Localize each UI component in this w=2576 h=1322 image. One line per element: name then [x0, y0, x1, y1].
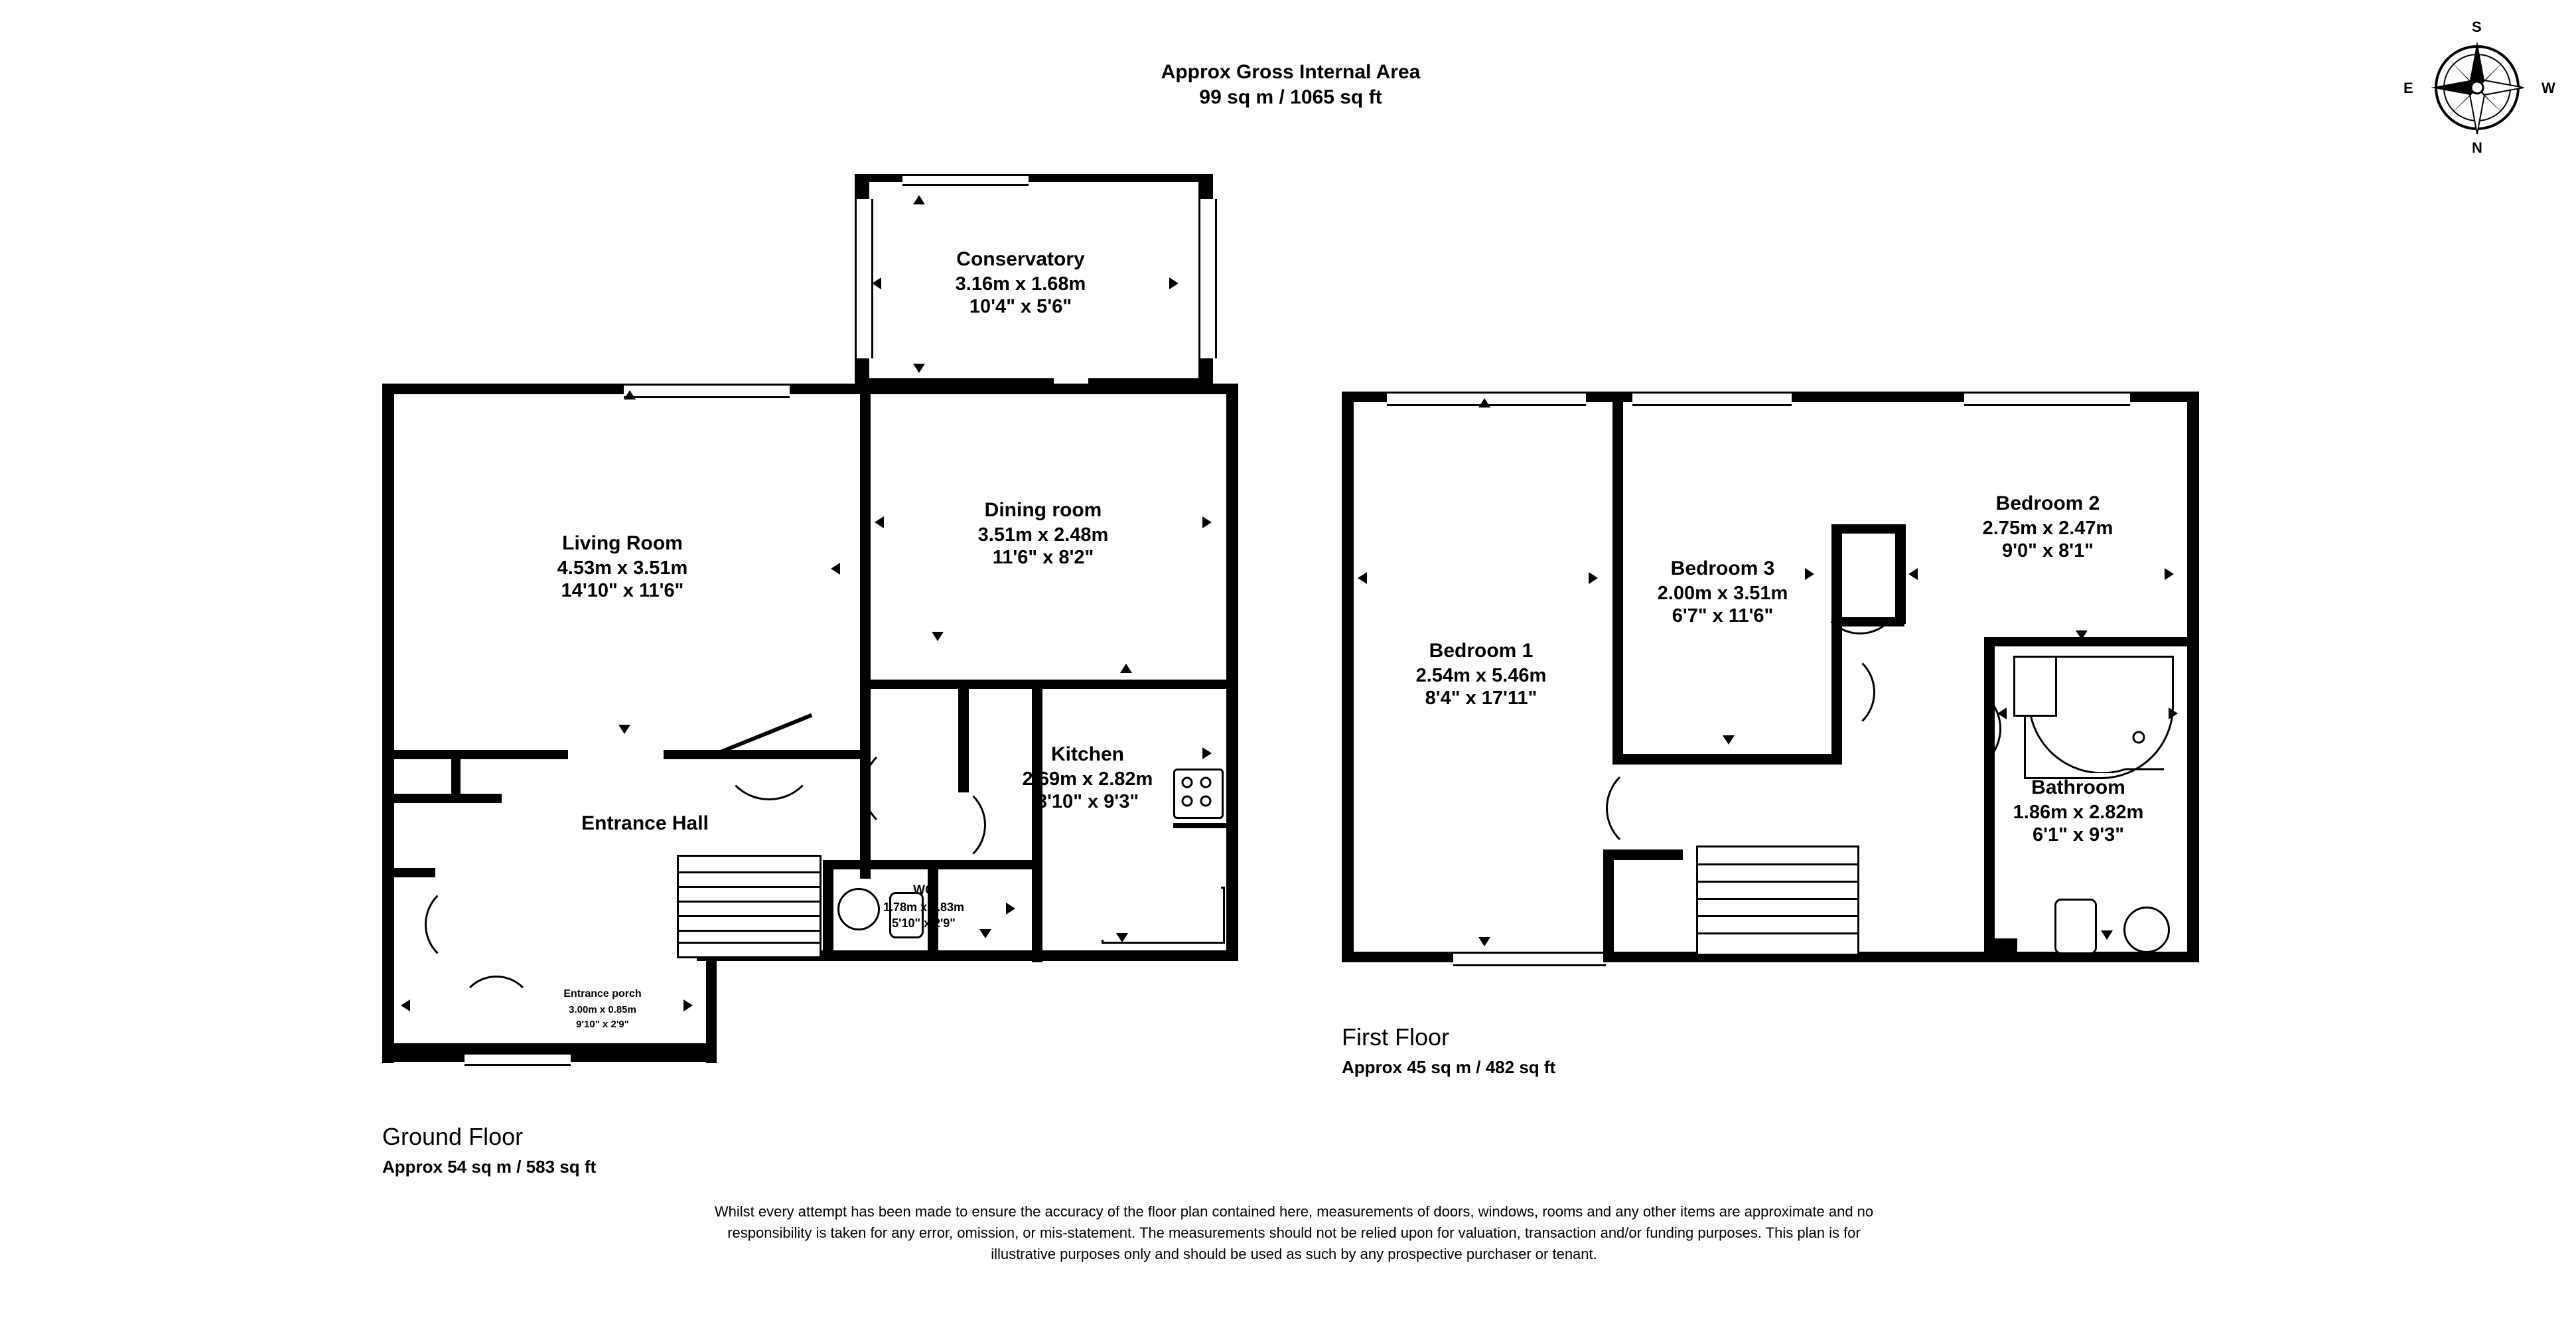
room-label-living-name: Living Room [562, 532, 683, 554]
living-hall-wall [382, 750, 568, 759]
conservatory-extent-right [1169, 277, 1179, 289]
ground-wall-bottom-right [1088, 950, 1238, 961]
dining-south-wall [860, 680, 973, 689]
bed1-window-bottom [1453, 952, 1606, 966]
door-arc-bed1 [1606, 763, 1696, 853]
door-arc-bed2 [1818, 551, 1902, 634]
first-floor-subtitle: Approx 45 sq m / 482 sq ft [1342, 1057, 1556, 1077]
bed2-window-top [1964, 392, 2130, 406]
landing-stair-wall [1603, 849, 1614, 962]
room-label-bathroom-metric: 1.86m x 2.82m [2013, 802, 2144, 823]
first-stairs [1696, 845, 1859, 956]
bathroom-extent-down [2101, 930, 2113, 940]
room-label-kitchen-name: Kitchen [1050, 743, 1125, 765]
living-extent-down [618, 725, 630, 734]
bed3-window-top [1632, 392, 1792, 406]
kitchen-wall-top [1032, 680, 1238, 689]
bathroom-sink-icon [2123, 907, 2170, 953]
porch-corner-bl [382, 1043, 394, 1062]
hall-stub-vert [451, 750, 461, 803]
room-label-bathroom-imperial: 6'1" x 9'3" [2032, 824, 2125, 845]
wc-bottom [823, 950, 942, 961]
door-arc-wc [902, 783, 986, 867]
room-label-bed3-imperial: 6'7" x 11'6" [1672, 605, 1774, 626]
bed3-extent-right [1805, 568, 1814, 580]
disclaimer-text: Whilst every attempt has been made to ensure the accuracy of the floor plan contained here, measurements of doors, windows, rooms and any other items are approximate and no responsibility is taken for any error, omission, or mis-statement. The measurements should not be relied upon for valuation, transaction and/or funding purposes. This plan is for illustrative purposes only and should be used as such by any prospective purchaser or tenant. [714, 1203, 1874, 1262]
room-label-living-metric: 4.53m x 3.51m [557, 557, 688, 579]
kitchen-extent-down [1116, 933, 1128, 942]
ground-stairs [677, 855, 822, 958]
wc-extent-down [979, 929, 991, 938]
room-label-bathroom-name: Bathroom [2031, 776, 2125, 798]
room-label-porch-imperial: 9'10" x 2'9" [576, 1019, 629, 1030]
room-label-dining-metric: 3.51m x 2.48m [977, 524, 1109, 546]
bed1-extent-down [1478, 937, 1490, 946]
kitchen-extent-right [1202, 747, 1212, 759]
room-label-wc-metric: 1.78m x 0.83m [883, 901, 965, 914]
room-label-bed1-metric: 2.54m x 5.46m [1415, 665, 1547, 686]
room-label-dining-imperial: 11'6" x 8'2" [992, 547, 1094, 568]
room-label-dining-name: Dining room [984, 499, 1102, 521]
ground-wall-top [382, 384, 1238, 394]
room-label-bed2-metric: 2.75m x 2.47m [1982, 518, 2113, 539]
porch-right-side [706, 956, 717, 1062]
living-dining-divider [860, 384, 871, 715]
room-label-wc-imperial: 5'10" x 2'9" [892, 917, 956, 930]
wc-basin-icon [837, 888, 880, 930]
bed3-north-stub [1831, 524, 1904, 534]
room-label-living-imperial: 14'10" x 11'6" [561, 580, 684, 601]
room-label-conservatory-name: Conservatory [956, 248, 1085, 270]
door-arc-entrance [425, 883, 508, 966]
conservatory-extent-down [913, 364, 925, 373]
room-label-bed2-imperial: 9'0" x 8'1" [2001, 540, 2094, 561]
door-arc-bathroom [1911, 684, 2001, 774]
compass-label-n: N [2472, 139, 2482, 156]
room-label-kitchen-metric: 2.69m x 2.82m [1022, 769, 1153, 790]
first-wall-left [1342, 392, 1354, 962]
bed1-divider [1612, 392, 1623, 763]
first-floor-title: First Floor [1342, 1023, 1449, 1051]
room-label-conservatory-imperial: 10'4" x 5'6" [969, 296, 1072, 317]
gross-area-title: Approx Gross Internal Area [1161, 61, 1421, 83]
porch-extent-left [401, 999, 410, 1011]
room-label-porch-metric: 3.00m x 0.85m [569, 1004, 636, 1015]
bathroom-toilet-icon [2054, 899, 2097, 954]
kitchen-counter-right [1173, 823, 1226, 828]
compass-label-e: E [2403, 80, 2413, 96]
kitchen-hob-icon [1173, 769, 1224, 819]
living-room-window-top [624, 384, 790, 398]
ground-floor-subtitle: Approx 54 sq m / 583 sq ft [382, 1157, 597, 1177]
room-label-bed3-name: Bedroom 3 [1670, 557, 1775, 579]
bathroom-west-wall [1984, 637, 1995, 956]
compass-label-w: W [2541, 80, 2555, 96]
dining-extent-down [932, 632, 944, 641]
ground-wall-right [1226, 384, 1238, 961]
porch-extent-right [683, 999, 693, 1011]
bathroom-basin-icon [2013, 656, 2057, 717]
bathroom-north-wall [1984, 637, 2199, 646]
living-extent-left [831, 563, 840, 575]
porch-window-bottom [465, 1053, 571, 1066]
room-label-hall-name: Entrance Hall [581, 812, 709, 834]
room-label-bed1-imperial: 8'4" x 17'11" [1425, 688, 1538, 709]
conservatory-window-top [902, 174, 1029, 186]
room-label-bed3-metric: 2.00m x 3.51m [1657, 583, 1788, 604]
dining-extent-up [1120, 664, 1132, 673]
bed1-extent-up [1478, 398, 1490, 407]
dining-extent-right [1202, 516, 1212, 528]
hall-stub-wall [382, 794, 502, 803]
bed1-extent-left [1358, 572, 1367, 584]
room-label-kitchen-imperial: 8'10" x 9'3" [1036, 791, 1139, 812]
wc-wall-top [958, 680, 1041, 689]
bed2-extent-left [1908, 568, 1918, 580]
compass-rose [2402, 13, 2555, 159]
bathroom-extent-right [2169, 707, 2178, 719]
conservatory-extent-left [872, 277, 881, 289]
conservatory-extent-up [913, 195, 925, 204]
gross-area-value: 99 sq m / 1065 sq ft [1199, 86, 1382, 108]
ground-floor-title: Ground Floor [382, 1123, 524, 1150]
wc-extent-right [1006, 903, 1015, 915]
kitchen-worktop [1102, 887, 1221, 940]
room-label-bed1-name: Bedroom 1 [1429, 640, 1534, 662]
dining-extent-left [875, 516, 884, 528]
room-label-wc-name: WC [913, 883, 934, 897]
hall-lower-vert [382, 868, 393, 961]
first-wall-right [2187, 392, 2199, 962]
door-leaf-hall [863, 787, 867, 834]
room-label-bed2-name: Bedroom 2 [1995, 492, 2100, 514]
conservatory-window-left [855, 199, 873, 358]
wc-wall-left [958, 680, 969, 792]
bathroom-extent-left [1997, 707, 2007, 719]
living-extent-up [624, 390, 636, 400]
conservatory-window-right [1198, 199, 1217, 358]
bed3-extent-down [1723, 735, 1735, 745]
wc-left [823, 860, 833, 953]
door-arc-porch [458, 976, 535, 1053]
room-label-porch-name: Entrance porch [563, 988, 642, 999]
room-label-conservatory-metric: 3.16m x 1.68m [955, 273, 1086, 295]
bed2-extent-right [2165, 568, 2174, 580]
bed1-extent-right [1589, 572, 1598, 584]
door-arc-bed3 [1792, 650, 1875, 734]
bed2-extent-down [2076, 630, 2088, 640]
compass-label-s: S [2472, 19, 2482, 35]
